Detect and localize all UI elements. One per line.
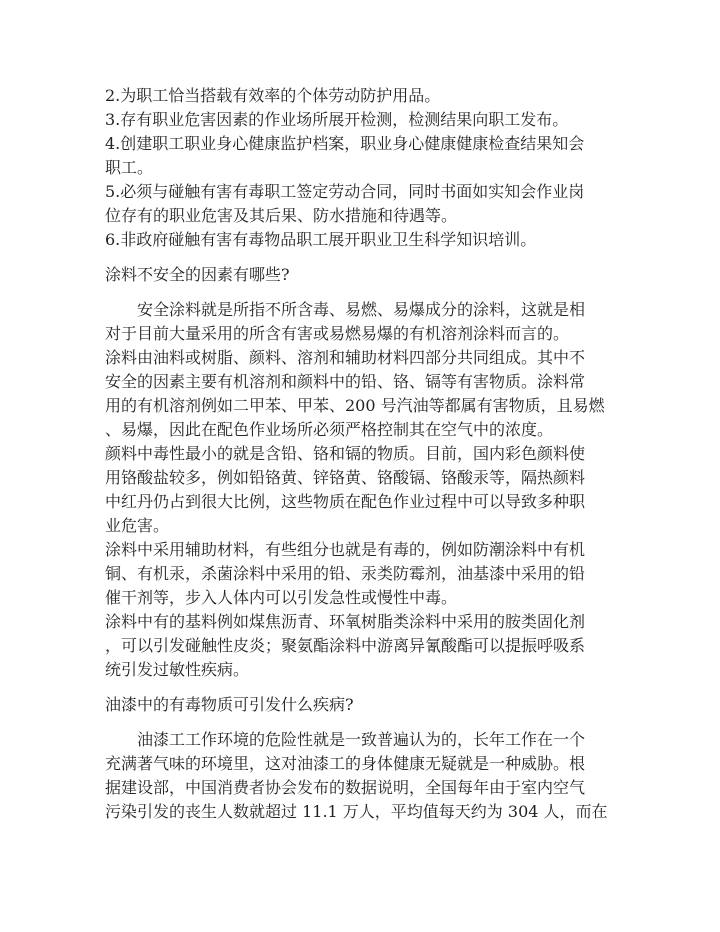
paragraph-line: 对于目前大量采用的所含有害或易燃易爆的有机溶剂涂料而言的。 — [105, 324, 570, 343]
list-line: 5.必须与碰触有害有毒职工签定劳动合同，同时书面如实知会作业岗 — [105, 182, 585, 201]
paragraph-line: 涂料中有的基料例如煤焦沥青、环氧树脂类涂料中采用的胺类固化剂 — [105, 612, 586, 631]
section-heading-coating-hazards: 涂料不安全的因素有哪些? — [105, 265, 290, 284]
paragraph-line: 油漆工工作环境的危险性就是一致普遍认为的，长年工作在一个 — [137, 730, 586, 749]
paragraph-line: 颜料中毒性最小的就是含铅、铬和镉的物质。目前，国内彩色颜料使 — [105, 444, 586, 463]
paragraph-line: 充满著气味的环境里，这对油漆工的身体健康无疑就是一种威胁。根 — [105, 754, 586, 773]
list-line: 3.存有职业危害因素的作业场所展开检测，检测结果向职工发布。 — [105, 110, 569, 129]
paragraph-line: ，可以引发碰触性皮炎；聚氨酯涂料中游离异氰酸酯可以提振呼吸系 — [105, 636, 586, 655]
paragraph-line: 涂料由油料或树脂、颜料、溶剂和辅助材料四部分共同组成。其中不 — [105, 348, 586, 367]
paragraph-line: 中红丹仍占到很大比例，这些物质在配色作业过程中可以导致多种职 — [105, 492, 586, 511]
paragraph-line: 业危害。 — [105, 516, 170, 535]
paragraph-line: 据建设部，中国消费者协会发布的数据说明，全国每年由于室内空气 — [105, 778, 586, 797]
section2-body — [105, 728, 620, 824]
paragraph-line: 铜、有机汞，杀菌涂料中采用的铅、汞类防霉剂，油基漆中采用的铅 — [105, 564, 586, 583]
section1-body — [105, 298, 620, 682]
list-line: 4.创建职工职业身心健康监护档案，职业身心健康健康检查结果知会 — [105, 134, 585, 153]
paragraph-line: 安全的因素主要有机溶剂和颜料中的铅、铬、镉等有害物质。涂料常 — [105, 372, 586, 391]
paragraph-line: 用铬酸盐较多，例如铅铬黄、锌铬黄、铬酸镉、铬酸汞等，隔热颜料 — [105, 468, 586, 487]
section-heading-paint-diseases: 油漆中的有毒物质可引发什么疾病? — [105, 695, 354, 714]
list-line: 2.为职工恰当搭载有效率的个体劳动防护用品。 — [105, 86, 441, 105]
paragraph-line: 、易爆，因此在配色作业场所必须严格控制其在空气中的浓度。 — [105, 420, 554, 439]
measures-list — [105, 84, 620, 252]
paragraph-line: 用的有机溶剂例如二甲苯、甲苯、200 号汽油等都属有害物质，且易燃 — [105, 396, 605, 415]
list-line: 6.非政府碰触有害有毒物品职工展开职业卫生科学知识培训。 — [105, 230, 537, 249]
paragraph-line: 涂料中采用辅助材料，有些组分也就是有毒的，例如防潮涂料中有机 — [105, 540, 586, 559]
paragraph-line: 催干剂等，步入人体内可以引发急性或慢性中毒。 — [105, 588, 458, 607]
list-line: 职工。 — [105, 158, 154, 177]
paragraph-line: 统引发过敏性疾病。 — [105, 660, 250, 679]
list-line: 位存有的职业危害及其后果、防水措施和待遇等。 — [105, 206, 458, 225]
paragraph-line: 污染引发的丧生人数就超过 11.1 万人，平均值每天约为 304 人，而在 — [105, 802, 608, 821]
paragraph-line: 安全涂料就是所指不所含毒、易燃、易爆成分的涂料，这就是相 — [137, 300, 586, 319]
